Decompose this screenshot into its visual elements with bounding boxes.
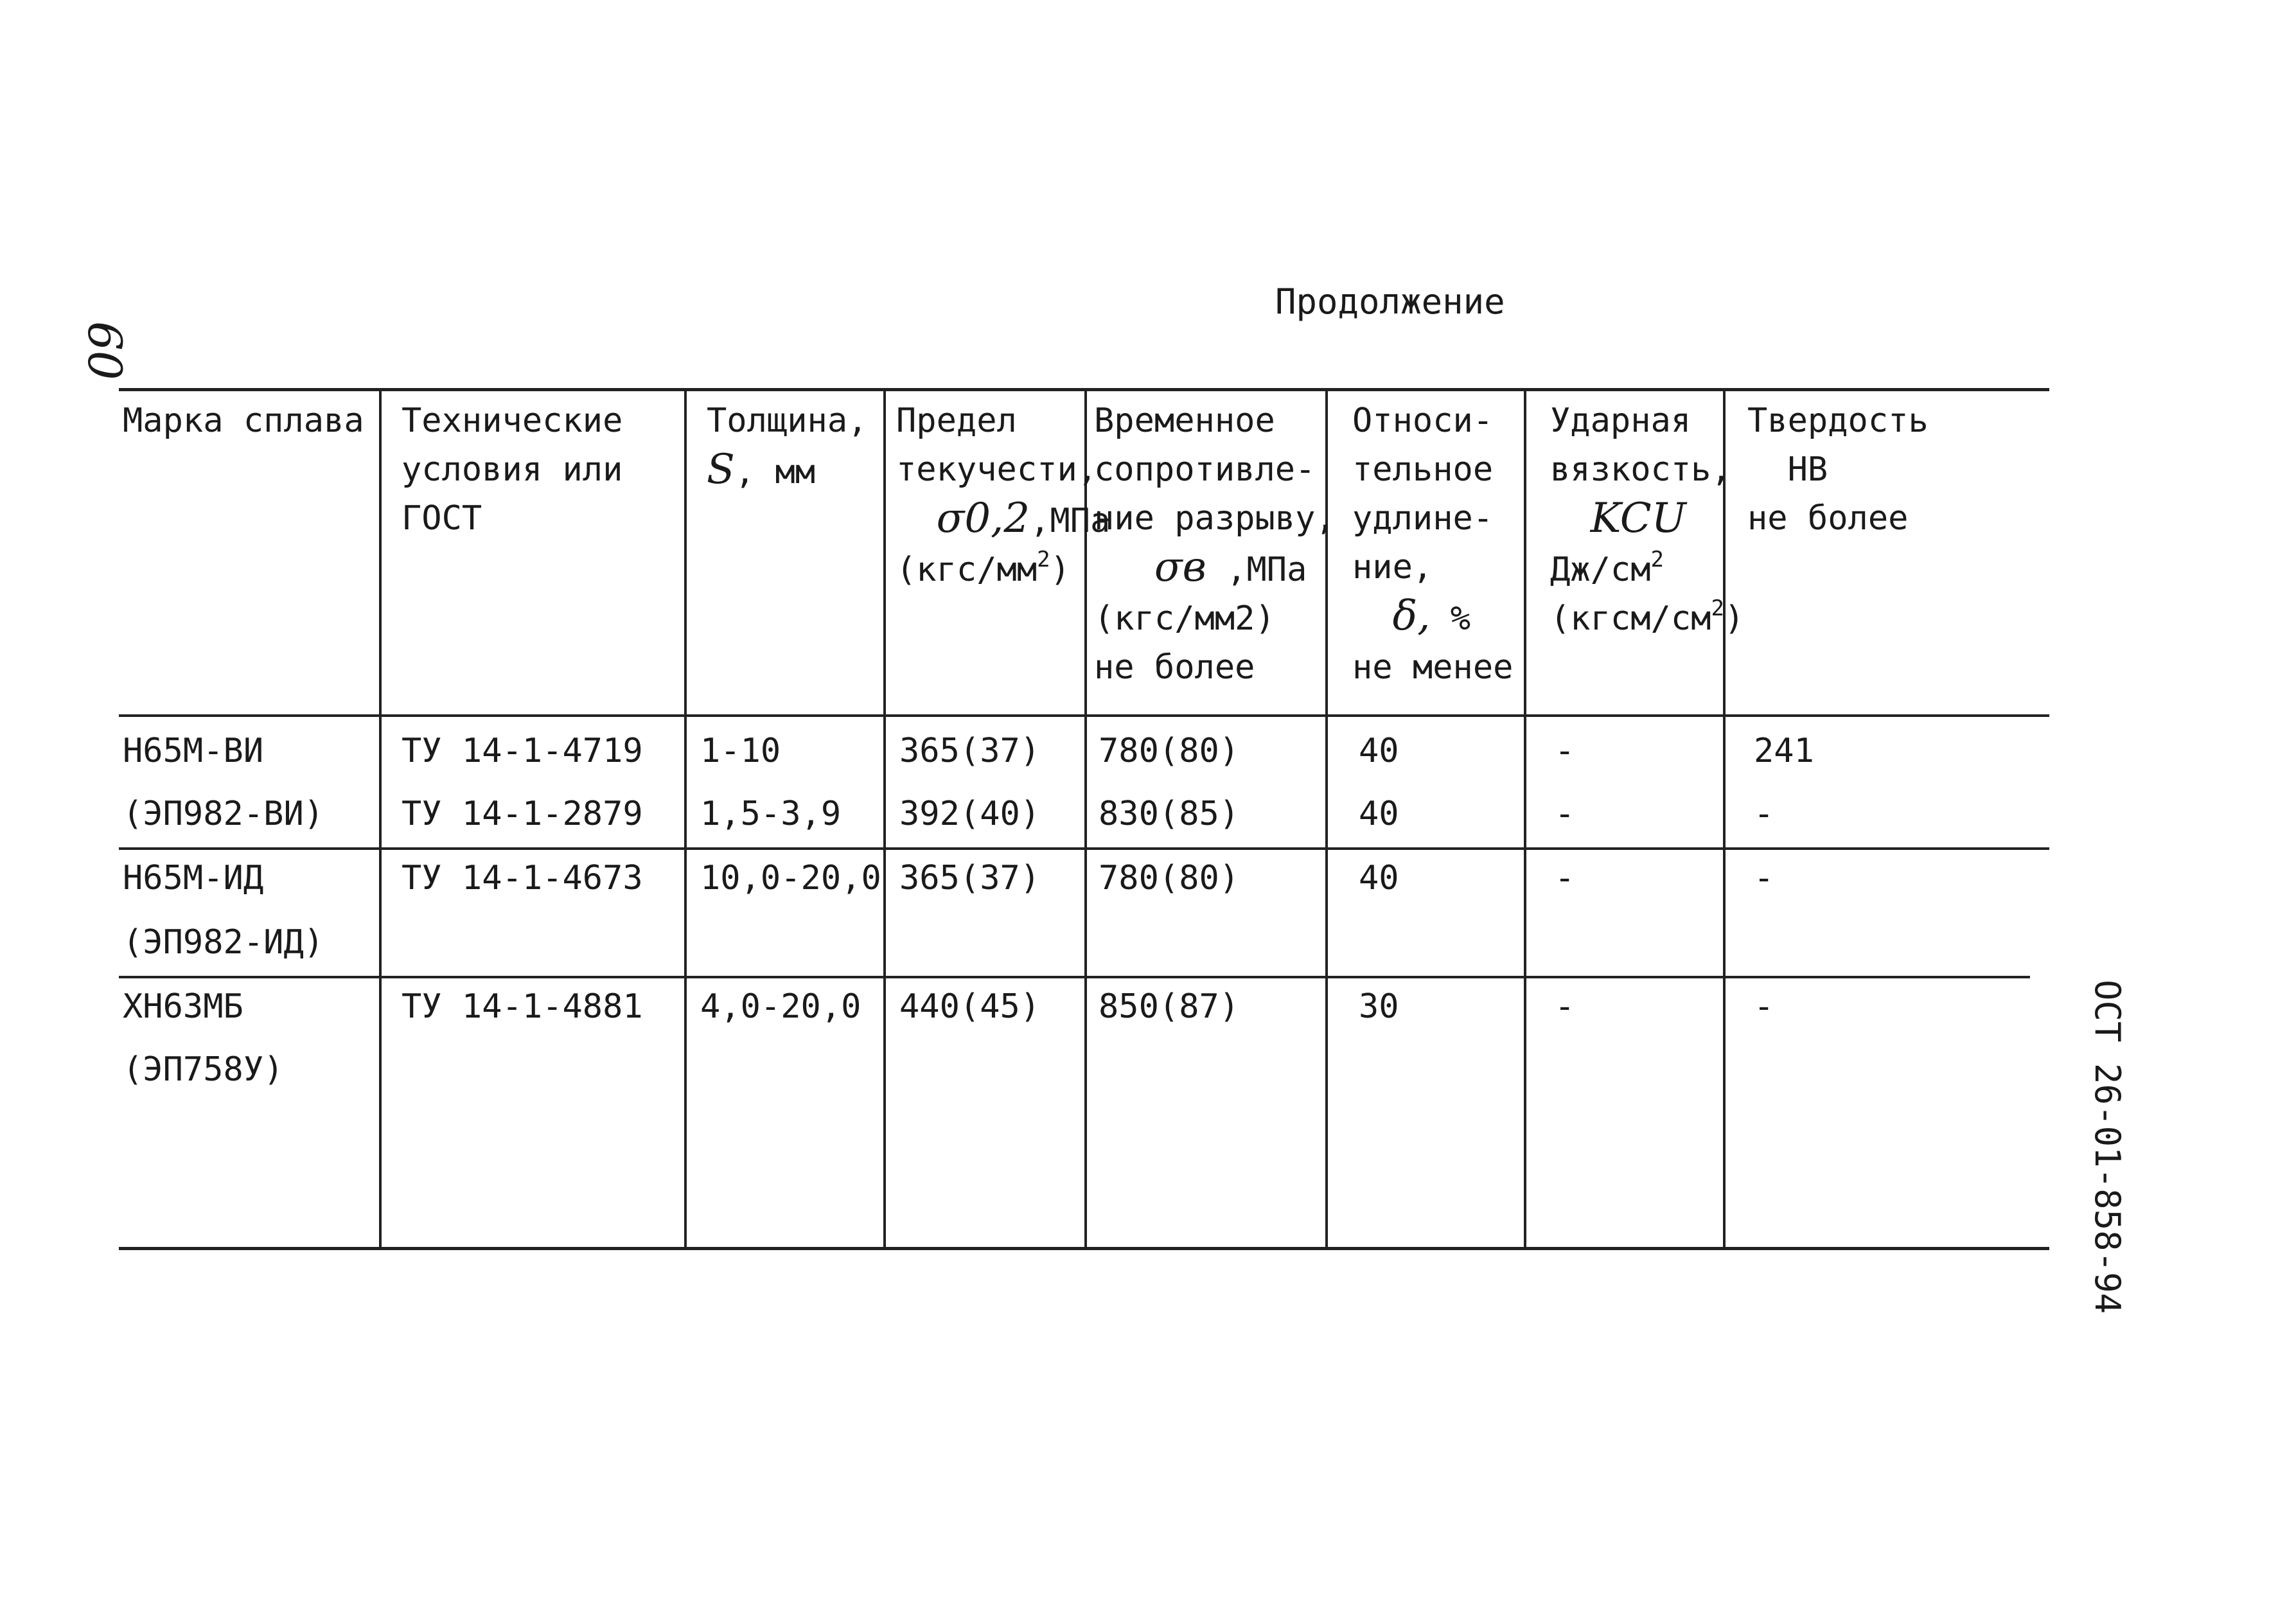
header-yield: Предел текучести, σ0,2,МПа $(кгс/мм^2)$ bbox=[896, 402, 1111, 589]
cell-tensile: 850(87) bbox=[1099, 987, 1240, 1026]
cell-yield: 440(45) bbox=[899, 987, 1041, 1026]
properties-table bbox=[119, 388, 2049, 1250]
column-divider bbox=[379, 391, 382, 1247]
header-tensile: Временное сопротивле- ние разрыву, σв ,МПа (кгс/мм2) не более bbox=[1094, 402, 1336, 687]
cell-yield: 365(37) bbox=[899, 732, 1041, 770]
column-divider bbox=[883, 391, 886, 1247]
header-grade: Марка сплава bbox=[123, 402, 364, 440]
cell-tensile: 780(80) bbox=[1099, 732, 1240, 770]
cell-grade: (ЭП758У) bbox=[123, 1050, 284, 1089]
column-divider bbox=[684, 391, 687, 1247]
cell-impact: - bbox=[1555, 987, 1575, 1026]
cell-impact: - bbox=[1555, 859, 1575, 897]
cell-thickness: 4,0-20,0 bbox=[700, 987, 861, 1026]
group-divider bbox=[119, 847, 2049, 850]
cell-elongation: 40 bbox=[1359, 859, 1399, 897]
group-divider bbox=[119, 976, 2030, 978]
cell-elongation: 30 bbox=[1359, 987, 1399, 1026]
cell-spec: ТУ 14-1-4673 bbox=[402, 859, 643, 897]
header-thickness: Толщина, S, мм bbox=[707, 402, 868, 493]
document-code: ОСТ 26-01-858-94 bbox=[2087, 980, 2128, 1314]
cell-hardness: 241 bbox=[1754, 732, 1814, 770]
cell-tensile: 780(80) bbox=[1099, 859, 1240, 897]
cell-spec: ТУ 14-1-4881 bbox=[402, 987, 643, 1026]
header-divider bbox=[119, 714, 2049, 717]
cell-impact: - bbox=[1555, 795, 1575, 833]
column-divider bbox=[1524, 391, 1526, 1247]
cell-hardness: - bbox=[1754, 795, 1774, 833]
page-number: 60 bbox=[78, 321, 132, 380]
cell-impact: - bbox=[1555, 732, 1575, 770]
cell-thickness: 10,0-20,0 bbox=[700, 859, 881, 897]
cell-grade: (ЭП982-ВИ) bbox=[123, 795, 324, 833]
cell-grade: ХН63МБ bbox=[123, 987, 243, 1026]
cell-elongation: 40 bbox=[1359, 795, 1399, 833]
cell-yield: 365(37) bbox=[899, 859, 1041, 897]
header-elongation: Относи- тельное удлине- ние, δ, % не менее bbox=[1352, 402, 1514, 687]
cell-spec: ТУ 14-1-4719 bbox=[402, 732, 643, 770]
cell-yield: 392(40) bbox=[899, 795, 1041, 833]
cell-grade: (ЭП982-ИД) bbox=[123, 923, 324, 962]
cell-thickness: 1,5-3,9 bbox=[700, 795, 842, 833]
continuation-label: Продолжение bbox=[1275, 281, 1505, 322]
cell-thickness: 1-10 bbox=[700, 732, 781, 770]
header-spec: Технические условия или ГОСТ bbox=[402, 402, 623, 538]
cell-tensile: 830(85) bbox=[1099, 795, 1240, 833]
header-hardness: Твердость НВ не более bbox=[1747, 402, 1929, 538]
header-impact: Ударная вязкость, KCU $Дж/см^2$ $(кгсм/см^2)$ bbox=[1550, 402, 1745, 638]
cell-spec: ТУ 14-1-2879 bbox=[402, 795, 643, 833]
cell-hardness: - bbox=[1754, 987, 1774, 1026]
cell-elongation: 40 bbox=[1359, 732, 1399, 770]
cell-grade: Н65М-ИД bbox=[123, 859, 264, 897]
cell-grade: Н65М-ВИ bbox=[123, 732, 264, 770]
cell-hardness: - bbox=[1754, 859, 1774, 897]
